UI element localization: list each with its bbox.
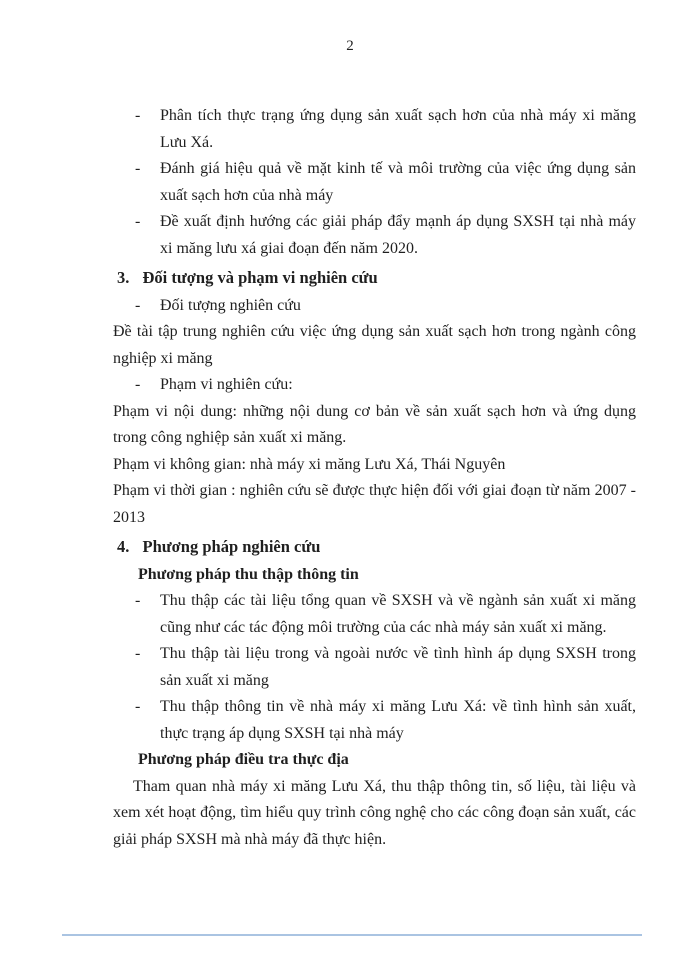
dash-marker: -: [135, 213, 141, 230]
list-item-text: Đánh giá hiệu quả về mặt kinh tế và môi trường của việc ứng dụng sản xuất sạch hơn của nhà máy: [160, 160, 636, 204]
list-item-text: Thu thập tài liệu trong và ngoài nước về tình hình áp dụng SXSH trong sản xuất xi măng: [160, 645, 636, 689]
paragraph: Phạm vi thời gian : nghiên cứu sẽ được thực hiện đối với giai đoạn từ năm 2007 - 2013: [113, 482, 636, 526]
paragraph: Phạm vi không gian: nhà máy xi măng Lưu Xá, Thái Nguyên: [113, 455, 506, 473]
dash-marker: -: [135, 107, 141, 124]
list-item: [113, 694, 636, 747]
section-number: 4.: [117, 537, 130, 556]
paragraph: Tham quan nhà máy xi măng Lưu Xá, thu thập thông tin, số liệu, tài liệu và xem xét hoạt động, tìm hiểu quy trình công nghệ cho các công đoạn sản xuất, các giải pháp SXSH mà nhà máy đã thực hiện.: [113, 777, 636, 848]
dash-marker: -: [135, 160, 141, 177]
list-item-text: Đề xuất định hướng các giải pháp đẩy mạnh áp dụng SXSH tại nhà máy xi măng lưu xá giai đoạn đến năm 2020.: [160, 213, 636, 257]
paragraph: Đề tài tập trung nghiên cứu việc ứng dụng sản xuất sạch hơn trong ngành công nghiệp xi măng: [113, 323, 636, 367]
dash-marker: -: [135, 592, 141, 609]
list-item: [113, 588, 636, 641]
section-heading-4: [117, 534, 636, 561]
list-item: [113, 372, 636, 399]
list-item-text: Thu thập thông tin về nhà máy xi măng Lưu Xá: về tình hình sản xuất, thực trạng áp dụng SXSH tại nhà máy: [160, 698, 636, 742]
page-number: 2: [346, 38, 354, 54]
list-item-text: Đối tượng nghiên cứu: [160, 296, 301, 314]
paragraph: Phạm vi nội dung: những nội dung cơ bản về sản xuất sạch hơn và ứng dụng trong công nghiệp sản xuất xi măng.: [113, 402, 636, 446]
list-item: [113, 103, 636, 156]
list-item: [113, 293, 636, 320]
section-heading-3: [117, 265, 636, 292]
dash-marker: -: [135, 645, 141, 662]
subsection-heading: Phương pháp điều tra thực địa: [138, 751, 349, 768]
list-item-text: Phạm vi nghiên cứu:: [160, 376, 293, 393]
document-body: [113, 103, 636, 853]
section-title: Đối tượng và phạm vi nghiên cứu: [142, 268, 378, 287]
list-item: [113, 209, 636, 262]
section-title: Phương pháp nghiên cứu: [142, 537, 321, 556]
list-item: [113, 641, 636, 694]
dash-marker: -: [135, 376, 141, 393]
section-number: 3.: [117, 268, 130, 287]
list-item: [113, 156, 636, 209]
list-item-text: Phân tích thực trạng ứng dụng sản xuất sạch hơn của nhà máy xi măng Lưu Xá.: [160, 107, 636, 151]
dash-marker: -: [135, 698, 141, 715]
footer-divider: [62, 934, 642, 936]
list-item-text: Thu thập các tài liệu tổng quan về SXSH và về ngành sản xuất xi măng cũng như các tác động môi trường của các nhà máy sản xuất xi măng.: [160, 592, 636, 636]
dash-marker: -: [135, 296, 141, 314]
subsection-heading: Phương pháp thu thập thông tin: [138, 565, 359, 583]
